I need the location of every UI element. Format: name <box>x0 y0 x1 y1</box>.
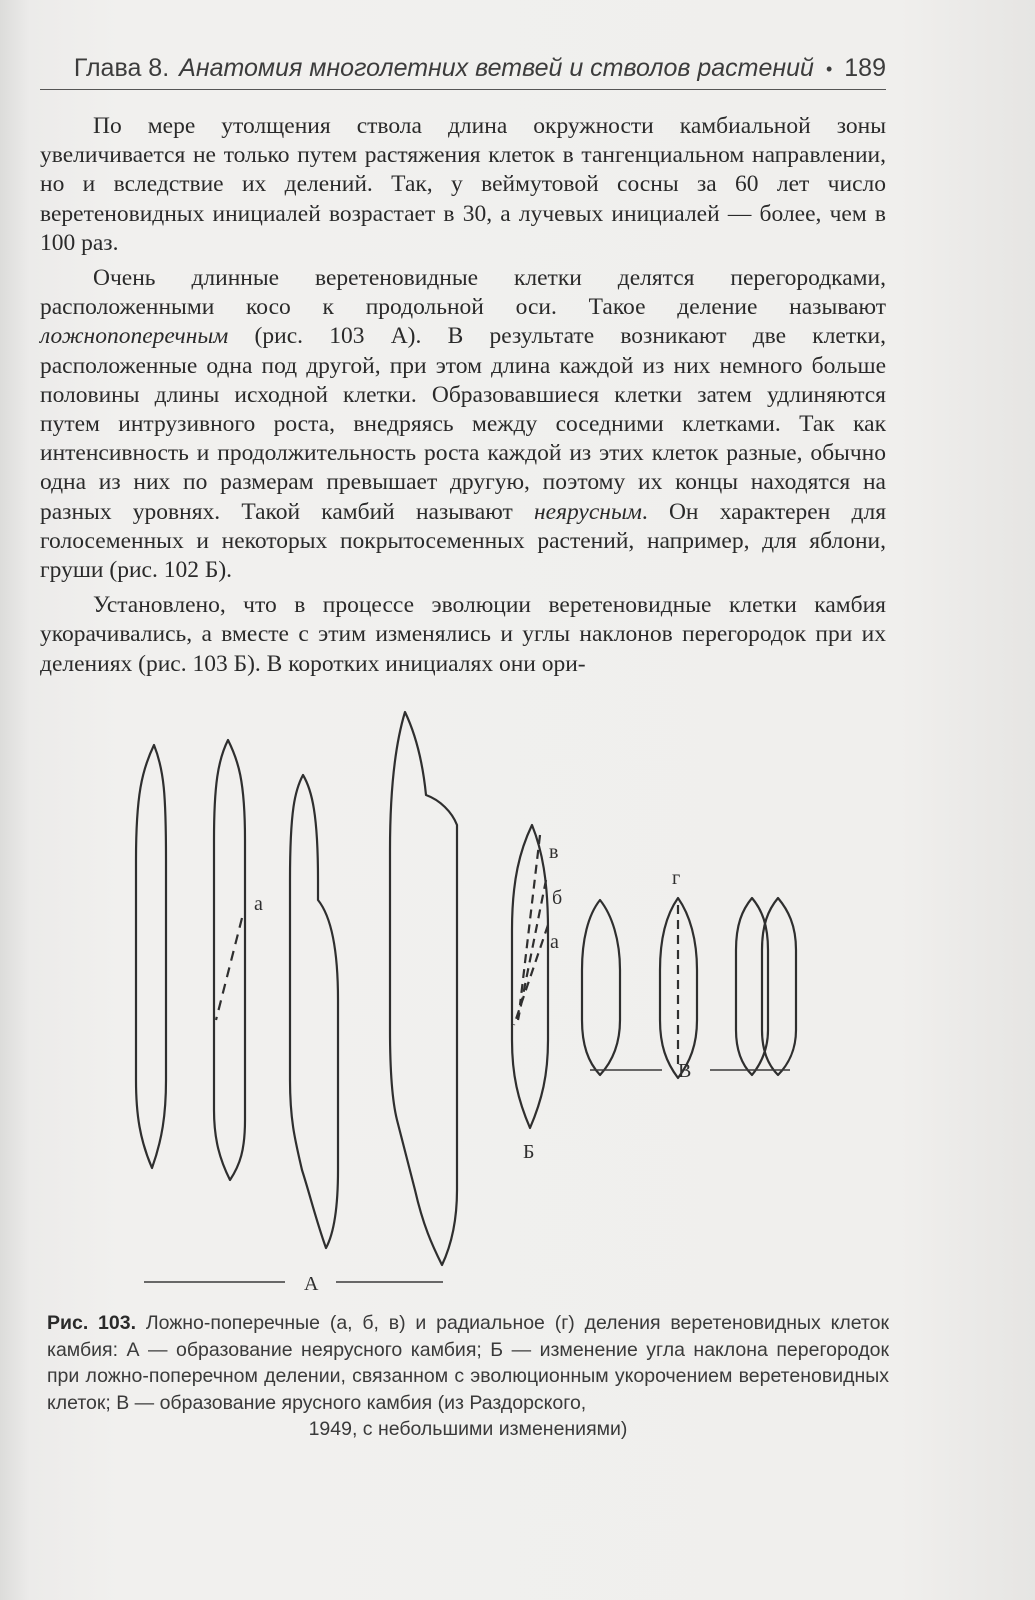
label-group-a: А <box>304 1273 319 1295</box>
paragraph <box>40 591 886 679</box>
cell-a2 <box>214 740 245 1180</box>
cell-b-division-a <box>514 925 548 1025</box>
caption-label: Рис. 103. <box>47 1312 137 1334</box>
running-header <box>40 50 886 90</box>
text-run: Установлено, что в процессе эволюции веретеновидные клетки камбия укорачивались, а вместе с этим изменялись и углы наклонов перегородок при их делениях (рис. 103 Б). В коротких инициалях они ори- <box>40 592 886 677</box>
cell-a2-division <box>216 918 242 1020</box>
label-a-cell: а <box>254 893 263 915</box>
paragraph <box>40 264 886 585</box>
figure-103 <box>40 700 900 1300</box>
paragraph <box>40 112 886 258</box>
cell-a3 <box>290 775 338 1248</box>
header-bullet: • <box>825 59 833 79</box>
caption-last-line: 1949, с небольшими изменениями) <box>308 1418 628 1440</box>
figure-caption <box>47 1310 889 1443</box>
text-run: Очень длинные веретеновидные клетки делятся перегородками, расположенными косо к продольной оси. Такое деление называют <box>40 265 886 321</box>
page-number: 189 <box>844 54 886 82</box>
header-chapter: Глава 8. <box>73 54 170 82</box>
label-group-v: В <box>678 1060 692 1082</box>
text-run: (рис. 103 А). В результате возникают две клетки, расположенные одна под другой, при этом длина каждой из них немного больше половины длины исходной клетки. Образовавшиеся клетки затем удлиняются путем интрузивного роста, внедряясь между соседними клетками. Так как интенсивность и продолжительность роста каждой из этих клеток разные, обычно одна из них по размерам превышает другую, поэтому их концы находятся на разных уровнях. Такой камбий называют <box>40 323 886 525</box>
body-text <box>40 112 886 679</box>
label-group-b: Б <box>523 1141 535 1163</box>
cell-v1 <box>582 900 620 1075</box>
text-run: По мере утолщения ствола длина окружности камбиальной зоны увеличивается не только путем растяжения клеток в тангенциальном направлении, но и вследствие их делений. Так, у веймутовой сосны за 60 лет число веретеновидных инициалей возрастает в 30, а лучевых инициалей — более, чем в 100 раз. <box>40 113 886 256</box>
cell-b <box>512 825 548 1128</box>
label-b-v: в <box>549 841 559 863</box>
italic-term: неярусным <box>533 498 642 525</box>
header-title: Анатомия многолетних ветвей и стволов растений <box>179 54 814 82</box>
italic-term: ложнопоперечным <box>40 323 229 350</box>
text-run: . Он характерен для голосеменных и некоторых покрытосеменных растений, например, для яблони, груши (рис. 102 Б). <box>40 498 887 584</box>
label-g: г <box>672 867 681 889</box>
label-b-b: б <box>552 887 563 909</box>
cell-b-division-v <box>520 835 540 1005</box>
cell-a1 <box>136 745 166 1168</box>
label-b-a: а <box>550 931 559 953</box>
caption-text: Ложно-поперечные (а, б, в) и радиальное (г) деления веретеновидных клеток камбия: А — образование неярусного камбия; Б — изменение угла наклона перегородок при ложно-поперечном делении, связанном с эволюционным укорочением веретеновидных клеток; В — образование ярусного камбия (из Раздорского, <box>47 1312 889 1414</box>
cell-a4 <box>390 712 457 1265</box>
